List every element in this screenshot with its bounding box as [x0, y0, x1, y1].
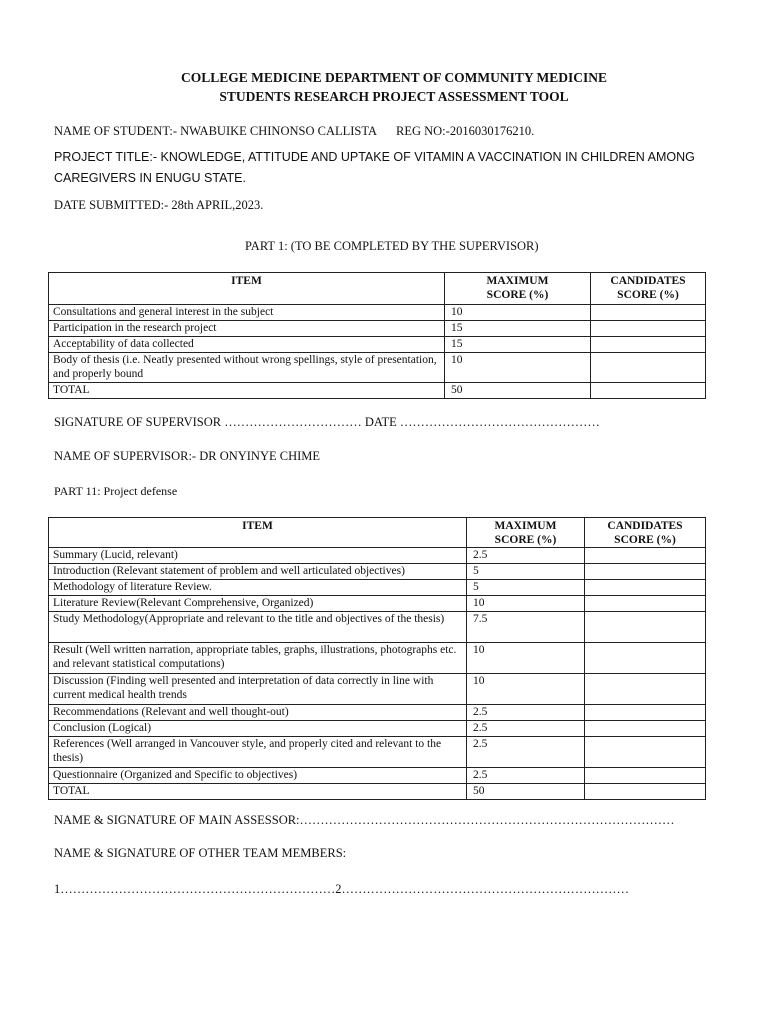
candidate-score-cell[interactable]	[585, 721, 706, 737]
table-row	[49, 768, 706, 784]
supervisor-name: NAME OF SUPERVISOR:- DR ONYINYE CHIME	[54, 449, 321, 463]
item-cell: Literature Review(Relevant Comprehensive, Organized)	[49, 596, 467, 612]
item-cell: Introduction (Relevant statement of problem and well articulated objectives)	[49, 564, 467, 580]
max-score-cell: 10	[445, 305, 591, 321]
candidate-score-cell[interactable]	[585, 705, 706, 721]
table-row	[49, 353, 706, 383]
max-score-cell: 2.5	[467, 721, 585, 737]
candidate-score-cell[interactable]	[585, 612, 706, 643]
candidate-score-cell[interactable]	[585, 580, 706, 596]
project-title-line-1: PROJECT TITLE:- KNOWLEDGE, ATTITUDE AND UPTAKE OF VITAMIN A VACCINATION IN CHILDREN AMONG	[54, 150, 695, 164]
table-row	[49, 580, 706, 596]
item-cell: Body of thesis (i.e. Neatly presented without wrong spellings, style of presentation, and properly bound	[49, 353, 445, 383]
part2-table	[48, 517, 706, 800]
item-cell: References (Well arranged in Vancouver style, and properly cited and relevant to the thesis)	[49, 737, 467, 768]
part2-header-score: CANDIDATES SCORE (%)	[585, 518, 706, 548]
main-assessor-line[interactable]: NAME & SIGNATURE OF MAIN ASSESSOR:………………………………………………………………………………	[54, 813, 675, 827]
max-score-cell: 15	[445, 321, 591, 337]
table-row	[49, 612, 706, 643]
max-score-cell: 10	[467, 674, 585, 705]
item-cell: Result (Well written narration, appropriate tables, graphs, illustrations, photographs etc. and relevant statistical computations)	[49, 643, 467, 674]
max-score-cell: 10	[467, 596, 585, 612]
candidate-score-cell[interactable]	[585, 737, 706, 768]
supervisor-signature-line[interactable]: SIGNATURE OF SUPERVISOR …………………………… DATE …………………………………………	[54, 415, 600, 429]
table-row	[49, 643, 706, 674]
part1-table	[48, 272, 706, 399]
candidate-score-cell[interactable]	[591, 337, 706, 353]
candidate-score-cell[interactable]	[591, 383, 706, 399]
candidate-score-cell[interactable]	[591, 321, 706, 337]
team-members-signature-line[interactable]: 1…………………………………………………………2……………………………………………………………	[54, 882, 629, 896]
part2-header-max: MAXIMUM SCORE (%)	[467, 518, 585, 548]
max-score-cell: 10	[445, 353, 591, 383]
candidate-score-cell[interactable]	[585, 768, 706, 784]
candidate-score-cell[interactable]	[585, 784, 706, 800]
candidate-score-cell[interactable]	[585, 643, 706, 674]
max-score-cell: 50	[445, 383, 591, 399]
table-row	[49, 305, 706, 321]
candidate-score-cell[interactable]	[591, 305, 706, 321]
table-row-total	[49, 383, 706, 399]
max-score-cell: 10	[467, 643, 585, 674]
item-cell: Acceptability of data collected	[49, 337, 445, 353]
max-score-cell: 15	[445, 337, 591, 353]
item-cell: Methodology of literature Review.	[49, 580, 467, 596]
item-cell: Study Methodology(Appropriate and relevant to the title and objectives of the thesis)	[49, 612, 467, 643]
candidate-score-cell[interactable]	[591, 353, 706, 383]
table-row	[49, 596, 706, 612]
item-cell: Consultations and general interest in the subject	[49, 305, 445, 321]
item-cell: TOTAL	[49, 383, 445, 399]
candidate-score-cell[interactable]	[585, 548, 706, 564]
registration-number: REG NO:-2016030176210.	[396, 124, 535, 138]
max-score-cell: 2.5	[467, 737, 585, 768]
candidate-score-cell[interactable]	[585, 564, 706, 580]
table-row	[49, 548, 706, 564]
max-score-cell: 5	[467, 564, 585, 580]
max-score-cell: 5	[467, 580, 585, 596]
part2-heading: PART 11: Project defense	[54, 484, 178, 498]
item-cell: TOTAL	[49, 784, 467, 800]
team-members-label: NAME & SIGNATURE OF OTHER TEAM MEMBERS:	[54, 846, 347, 860]
part1-heading: PART 1: (TO BE COMPLETED BY THE SUPERVISOR)	[245, 239, 539, 253]
item-cell: Participation in the research project	[49, 321, 445, 337]
table-row	[49, 564, 706, 580]
table-row-total	[49, 784, 706, 800]
item-cell: Conclusion (Logical)	[49, 721, 467, 737]
part1-header-score: CANDIDATES SCORE (%)	[591, 273, 706, 305]
project-title-line-2: CAREGIVERS IN ENUGU STATE.	[54, 171, 246, 185]
table-row	[49, 674, 706, 705]
candidate-score-cell[interactable]	[585, 596, 706, 612]
part1-header-max: MAXIMUM SCORE (%)	[445, 273, 591, 305]
item-cell: Recommendations (Relevant and well thought-out)	[49, 705, 467, 721]
document-title: COLLEGE MEDICINE DEPARTMENT OF COMMUNITY MEDICINE	[181, 70, 607, 85]
part1-header-item: ITEM	[49, 273, 445, 305]
table-row	[49, 337, 706, 353]
item-cell: Questionnaire (Organized and Specific to objectives)	[49, 768, 467, 784]
table-row	[49, 321, 706, 337]
max-score-cell: 7.5	[467, 612, 585, 643]
table-row	[49, 737, 706, 768]
table-row	[49, 705, 706, 721]
max-score-cell: 2.5	[467, 548, 585, 564]
table-row	[49, 721, 706, 737]
candidate-score-cell[interactable]	[585, 674, 706, 705]
max-score-cell: 2.5	[467, 768, 585, 784]
max-score-cell: 2.5	[467, 705, 585, 721]
date-submitted: DATE SUBMITTED:- 28th APRIL,2023.	[54, 198, 264, 212]
item-cell: Summary (Lucid, relevant)	[49, 548, 467, 564]
part2-header-item: ITEM	[49, 518, 467, 548]
document-subtitle: STUDENTS RESEARCH PROJECT ASSESSMENT TOOL	[219, 89, 569, 104]
student-name: NAME OF STUDENT:- NWABUIKE CHINONSO CALLISTA	[54, 124, 378, 138]
max-score-cell: 50	[467, 784, 585, 800]
item-cell: Discussion (Finding well presented and interpretation of data correctly in line with current medical health trends	[49, 674, 467, 705]
